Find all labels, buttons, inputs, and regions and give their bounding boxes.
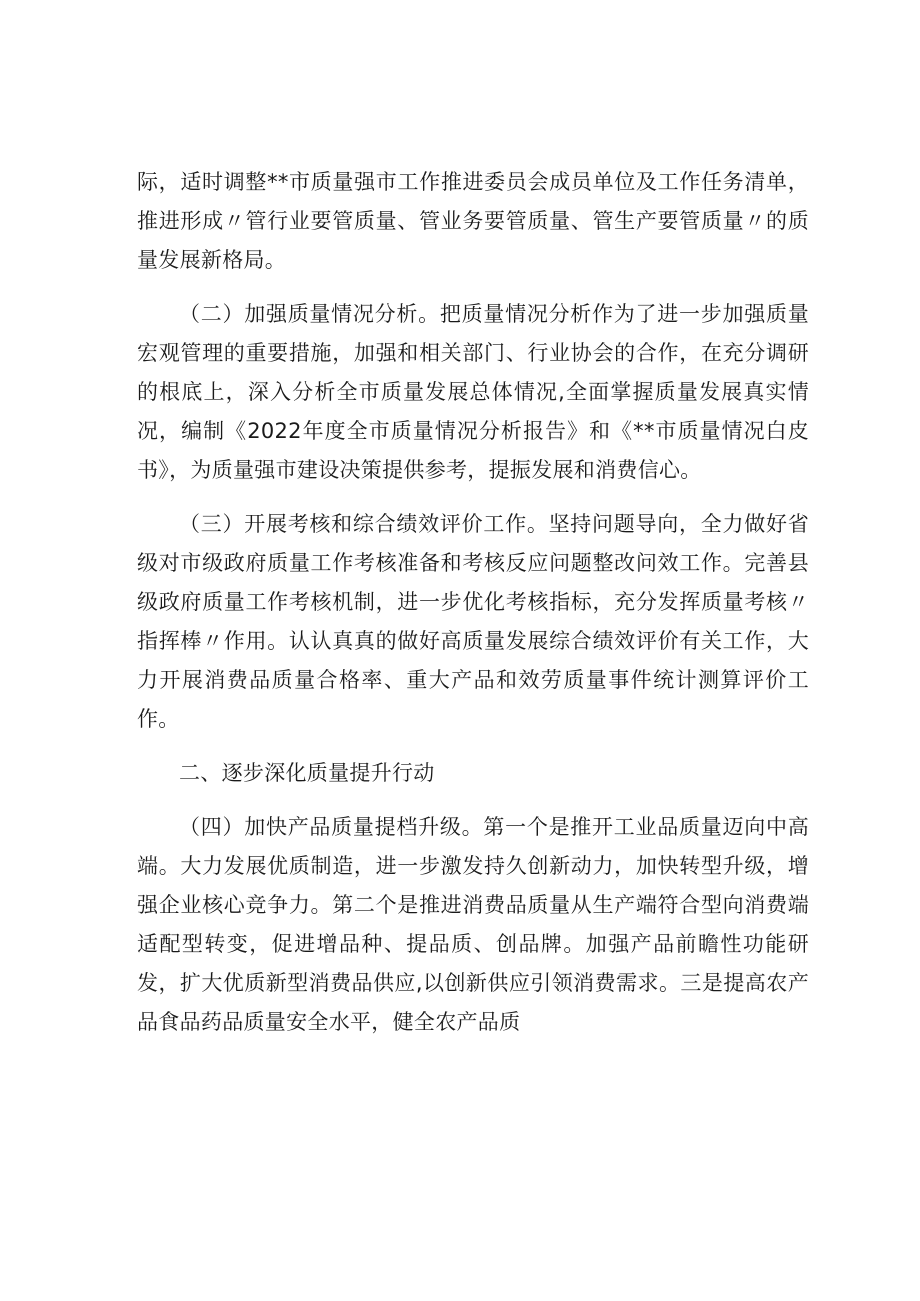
- paragraph-product-quality: （四）加快产品质量提档升级。第一个是推开工业品质量迈向中高端。大力发展优质制造，进一步激发持久创新动力，加快转型升级，增强企业核心竞争力。第二个是推进消费品质量从生产端符合型向消费端适配型转变，促进增品种、提品质、创品牌。加强产品前瞻性功能研发，扩大优质新型消费品供应,以创新供应引领消费需求。三是提高农产品食品药品质量安全水平，健全农产品质: [137, 815, 809, 1034]
- paragraph-assessment: （三）开展考核和综合绩效评价工作。坚持问题导向，全力做好省级对市级政府质量工作考核准备和考核反应问题整改问效工作。完善县级政府质量工作考核机制，进一步优化考核指标，充分发挥质量考核〃指挥棒〃作用。认认真真的做好高质量发展综合绩效评价有关工作，大力开展消费品质量合格率、重大产品和效劳质量事件统计测算评价工作。: [137, 512, 809, 731]
- section-heading: 二、逐步深化质量提升行动: [179, 761, 435, 785]
- document-body: [137, 163, 809, 1057]
- paragraph-continuation: 际，适时调整**市质量强市工作推进委员会成员单位及工作任务清单，推进形成〃管行业要管质量、管业务要管质量、管生产要管质量〃的质量发展新格局。: [137, 170, 809, 272]
- paragraph-quality-analysis: （二）加强质量情况分析。把质量情况分析作为了进一步加强质量宏观管理的重要措施，加强和相关部门、行业协会的合作，在充分调研的根底上，深入分析全市质量发展总体情况,全面掌握质量发展真实情况，编制《2022年度全市质量情况分析报告》和《**市质量情况白皮书》，为质量强市建设决策提供参考，提振发展和消费信心。: [137, 302, 809, 482]
